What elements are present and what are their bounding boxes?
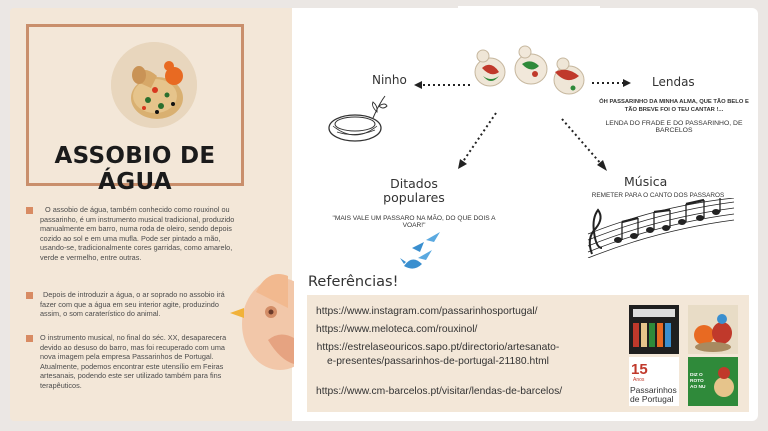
reference-link-2[interactable]: https://www.meloteca.com/rouxinol/ — [316, 324, 478, 335]
whistle-photo — [111, 42, 197, 128]
paragraph-1: O assobio de água, também conhecido como rouxinol ou passarinho, é um instrumento musical tradicional, produzido manualmente em barro, numa roda de oleiro, sendo depois cozido ao sol e em uma mufla. Pode ser pintado a mão, usando-se, tradicionalmente cores garridas, como amarelo, verde e vermelho, entre outras. — [40, 205, 235, 262]
music-staff-icon — [578, 198, 738, 263]
brand-name: Passarinhos de Portugal — [630, 385, 677, 404]
ninho-label: Ninho — [372, 73, 407, 87]
reference-link-4[interactable]: https://www.cm-barcelos.pt/visitar/lendas-de-barcelos/ — [316, 386, 563, 397]
lendas-title: LENDA DO FRADE E DO PASSARINHO, DE BARCELOS — [605, 120, 743, 134]
bullet-1 — [26, 207, 33, 214]
reference-link-3[interactable]: https://estrelaseouricos.sapo.pt/directorio/artesanato-e-presentes/passarinhos-de-portugal-21180.html — [316, 342, 560, 367]
lendas-label: Lendas — [652, 75, 695, 89]
birds-icon — [398, 228, 444, 279]
ditados-quote: "MAIS VALE UM PASSARO NA MÃO, DO QUE DOIS A VOAR!" — [332, 215, 496, 229]
brand-15: 15 — [631, 361, 648, 378]
top-strip — [458, 6, 600, 12]
thumb-whistles — [688, 305, 738, 354]
thumb-brand-logo — [629, 357, 679, 406]
reference-link-1[interactable]: https://www.instagram.com/passarinhosportugal/ — [316, 306, 538, 317]
title-box — [26, 24, 244, 195]
ditados-label: Ditados populares — [383, 176, 445, 205]
lendas-quote: ÓH PASSARINHO DA MINHA ALMA, QUE TÃO BELO E TÃO BREVE FOI O TEU CANTAR !... — [599, 99, 749, 113]
bullet-2 — [26, 292, 33, 299]
badge-text: DIZ O ROTO AO NU — [690, 373, 706, 390]
nest-icon — [325, 90, 391, 153]
thumb-sheet-music — [629, 305, 679, 354]
paragraph-2: Depois de introduzir a água, o ar soprado no assobio irá fazer com que a água em seu interior agite, produzindo assim, o som caraterístico do animal. — [40, 290, 225, 319]
brand-anos: Anos — [633, 377, 645, 383]
thumb-badge — [688, 357, 738, 406]
musica-sub: REMETER PARA O CANTO DOS PASSAROS — [591, 192, 725, 199]
paragraph-3: O instrumento musical, no final do séc. XX, desaparecera devido ao desuso do barro, mas foi recuperado com uma nova imagem pela empresa Passarinhos de Portugal. Atualmente, podemos encontrar este utensílio em Feiras artesanais, podendo este ser utilizado também para fins terapêuticos. — [40, 333, 227, 390]
references-title: Referências! — [308, 274, 399, 290]
bullet-3 — [26, 335, 33, 342]
musica-label: Música — [624, 174, 668, 189]
page-title: ASSOBIO DE ÁGUA — [54, 143, 216, 195]
bird-illustration — [228, 268, 294, 385]
